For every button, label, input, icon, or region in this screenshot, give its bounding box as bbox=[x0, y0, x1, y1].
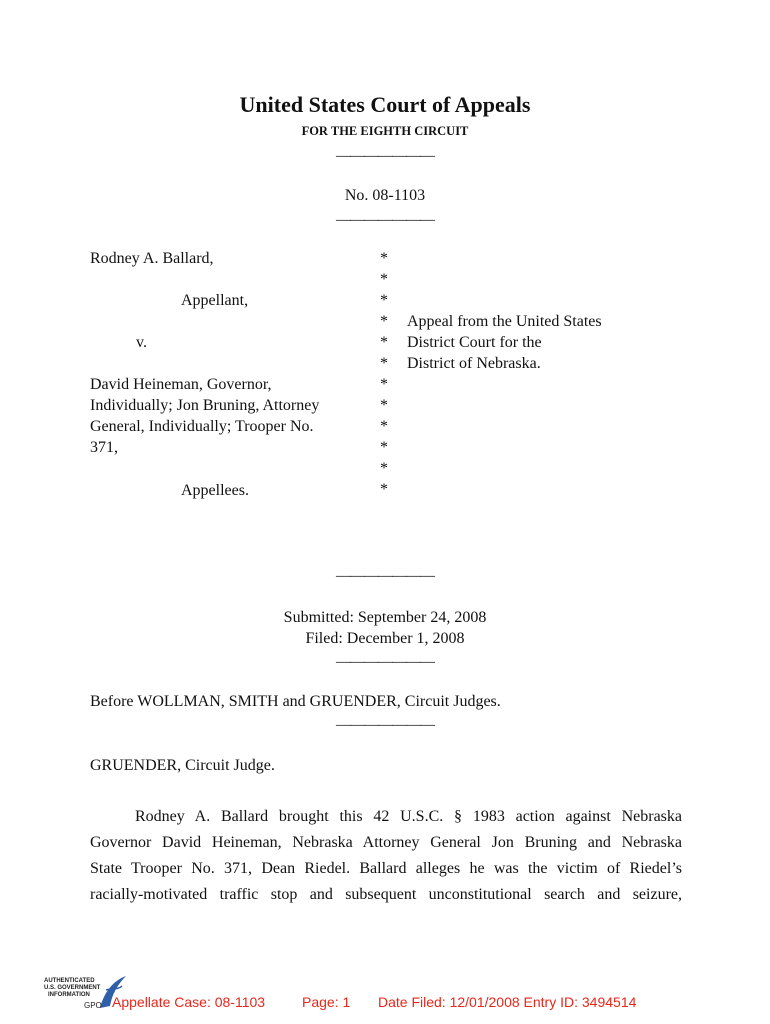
defendant-role: Appellees. bbox=[181, 482, 249, 499]
filed-date: Filed: December 1, 2008 bbox=[305, 630, 465, 647]
gpo-logo-line-2: U.S. GOVERNMENT bbox=[44, 985, 101, 991]
caption-star: * bbox=[380, 271, 388, 288]
caption-star: * bbox=[380, 460, 388, 477]
caption-star: * bbox=[380, 397, 388, 414]
panel-judges: Before WOLLMAN, SMITH and GRUENDER, Circuit Judges. bbox=[90, 693, 501, 710]
court-title: United States Court of Appeals bbox=[239, 92, 531, 117]
caption-star: * bbox=[380, 313, 388, 330]
plaintiff-role: Appellant, bbox=[181, 292, 249, 309]
caption-star: * bbox=[380, 418, 388, 435]
footer-date-filed: Date Filed: 12/01/2008 Entry ID: 3494514 bbox=[378, 994, 637, 1010]
defendants-line-4: 371, bbox=[90, 439, 118, 456]
plaintiff-name: Rodney A. Ballard, bbox=[90, 250, 214, 267]
case-number: No. 08-1103 bbox=[344, 187, 426, 204]
defendants-line-2: Individually; Jon Bruning, Attorney bbox=[90, 397, 320, 414]
caption-star: * bbox=[380, 250, 388, 267]
rule-2: ——————— bbox=[336, 212, 434, 228]
opinion-line: Rodney A. Ballard brought this 42 U.S.C. § 1983 action against Nebraska bbox=[135, 808, 682, 825]
caption-star: * bbox=[380, 481, 388, 498]
versus: v. bbox=[136, 334, 147, 351]
opinion-line: State Trooper No. 371, Dean Riedel. Ballard alleges he was the victim of Riedel’s bbox=[90, 860, 682, 877]
opinion-line: racially-motivated traffic stop and subsequent unconstitutional search and seizure, bbox=[90, 886, 682, 903]
footer-page: Page: 1 bbox=[302, 994, 351, 1010]
defendants-line-3: General, Individually; Trooper No. bbox=[90, 418, 314, 435]
caption-star: * bbox=[380, 292, 388, 309]
rule-1: ——————— bbox=[336, 148, 434, 164]
footer-case-number: Appellate Case: 08-1103 bbox=[112, 994, 266, 1010]
rule-5: ——————— bbox=[336, 717, 434, 733]
gpo-logo-line-1: AUTHENTICATED bbox=[44, 978, 95, 984]
gpo-logo-mark: GPO bbox=[84, 1001, 102, 1010]
caption-star: * bbox=[380, 334, 388, 351]
caption-star: * bbox=[380, 355, 388, 372]
gpo-logo-line-3: INFORMATION bbox=[48, 992, 90, 998]
appeal-from-line-2: District Court for the bbox=[407, 334, 542, 351]
caption-star: * bbox=[380, 439, 388, 456]
caption-star: * bbox=[380, 376, 388, 393]
appeal-from-line-1: Appeal from the United States bbox=[407, 313, 602, 330]
appeal-from-line-3: District of Nebraska. bbox=[407, 355, 541, 372]
submitted-date: Submitted: September 24, 2008 bbox=[283, 609, 487, 626]
circuit-name: FOR THE EIGHTH CIRCUIT bbox=[301, 124, 469, 138]
opinion-line: Governor David Heineman, Nebraska Attorney General Jon Bruning and Nebraska bbox=[90, 834, 682, 851]
rule-3: ——————— bbox=[336, 568, 434, 584]
rule-4: ——————— bbox=[336, 654, 434, 670]
opinion-paragraph bbox=[90, 804, 682, 908]
defendants-line-1: David Heineman, Governor, bbox=[90, 376, 272, 393]
opinion-author: GRUENDER, Circuit Judge. bbox=[90, 757, 275, 774]
